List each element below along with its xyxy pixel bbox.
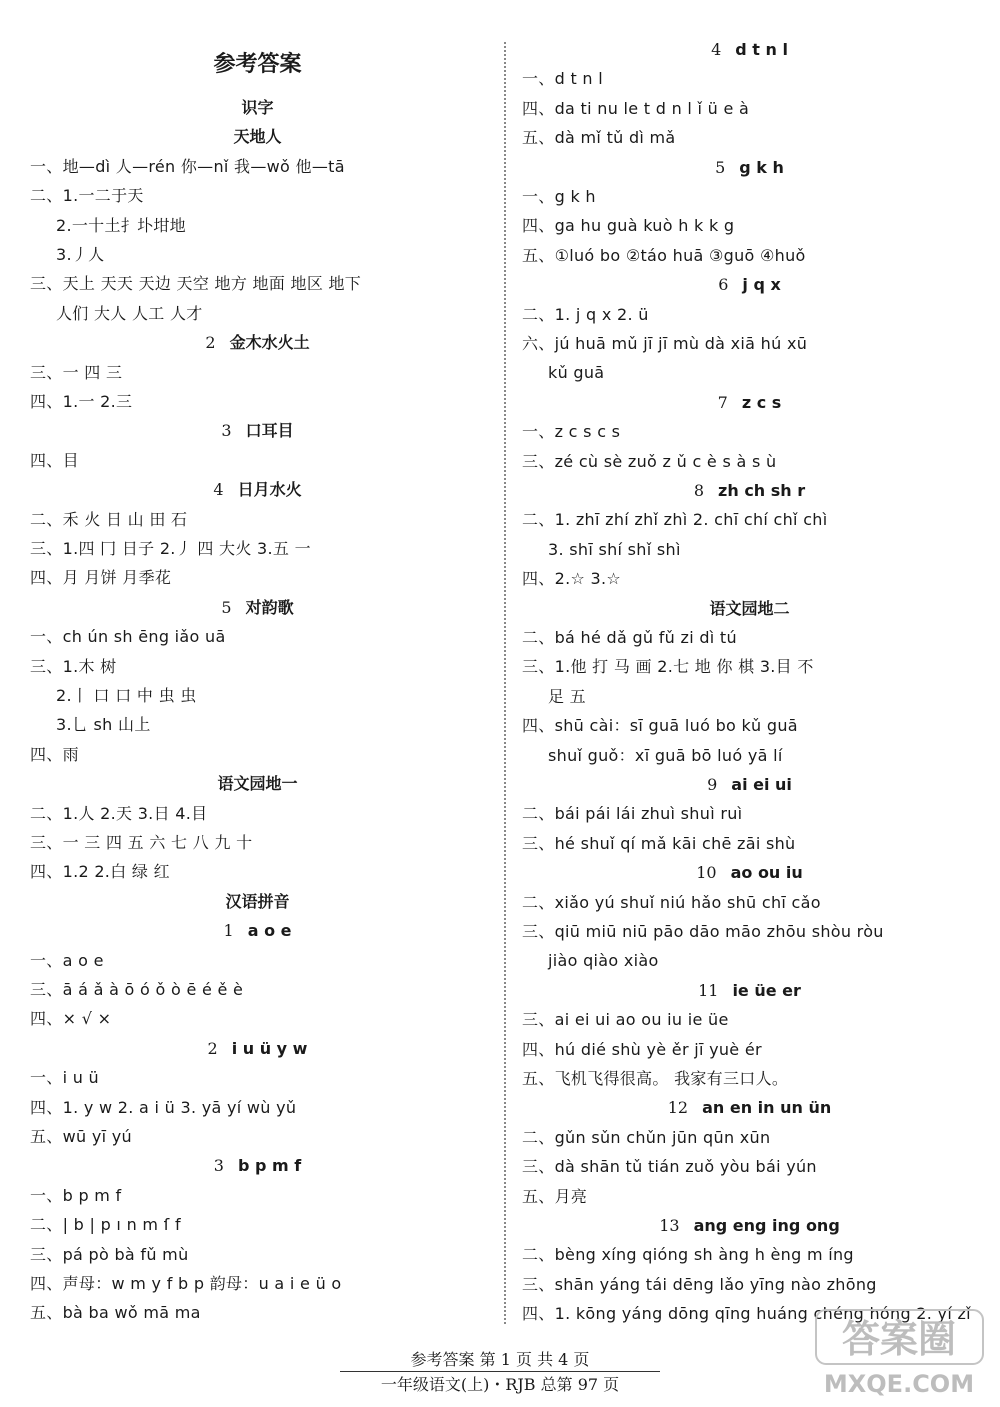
answer-line: 三、一 四 三 <box>30 362 123 382</box>
answer-line: 二、bái pái lái zhuì shuì ruì <box>522 804 743 824</box>
answer-line: 三、一 三 四 五 六 七 八 九 十 <box>30 833 253 852</box>
lesson-number: 13 <box>659 1216 680 1235</box>
answer-line: 五、月亮 <box>522 1186 588 1206</box>
lesson-number: 3 <box>213 1156 224 1176</box>
lesson-title: i u ü y w <box>231 1038 308 1058</box>
lesson-title: 语文园地二 <box>709 598 790 618</box>
answer-line: 三、shān yáng tái dēng lǎo yīng nào zhōng <box>522 1274 877 1294</box>
answer-line: 二、| b | p ı n m ſ f <box>30 1215 181 1235</box>
lesson-title: z c s <box>741 392 782 412</box>
answer-line: 一、ch ún sh ēng iǎo uā <box>30 627 226 647</box>
lesson-title: 汉语拼音 <box>225 891 290 911</box>
answer-line: 二、bèng xíng qióng sh àng h èng m íng <box>522 1245 854 1265</box>
section-heading <box>522 981 977 1001</box>
lesson-title: 对韵歌 <box>245 597 294 617</box>
section-heading <box>30 333 485 353</box>
lesson-number: 4 <box>213 480 224 500</box>
answer-line: 二、1. j q x 2. ü <box>522 304 649 324</box>
answer-line: 二、禾 火 日 山 田 石 <box>30 509 188 529</box>
answer-line: 四、1.2 2.白 绿 红 <box>30 862 170 882</box>
lesson-title: 口耳目 <box>245 421 294 441</box>
section-heading <box>522 1098 977 1118</box>
section-heading <box>522 481 977 501</box>
answer-line: 二、gǔn sǔn chǔn jūn qūn xūn <box>522 1127 771 1147</box>
lesson-number: 1 <box>223 921 234 941</box>
answer-line: 五、bà ba wǒ mā ma <box>30 1303 201 1323</box>
answer-line: 五、wū yī yú <box>30 1127 132 1146</box>
lesson-number: 7 <box>717 392 728 412</box>
answer-line: 一、z c s c s <box>522 422 621 442</box>
lesson-title: zh ch sh r <box>718 481 806 500</box>
lesson-number: 2 <box>205 333 216 353</box>
section-heading <box>30 774 485 794</box>
section-heading <box>30 480 485 500</box>
page-title: 参考答案 <box>213 51 302 77</box>
answer-line: 3.丿人 <box>56 245 105 264</box>
section-heading <box>30 892 485 912</box>
section-heading <box>30 921 485 941</box>
section-heading <box>522 599 977 619</box>
answer-line: 三、天上 天天 天边 天空 地方 地面 地区 地下 <box>30 274 362 294</box>
lesson-number: 9 <box>707 775 718 794</box>
answer-line: 四、雨 <box>30 744 79 764</box>
answer-line: shuǐ guǒ：xī guā bō luó yā lí <box>548 745 783 765</box>
answer-line: 一、i u ü <box>30 1068 99 1088</box>
answer-line: 3.乚 sh 山上 <box>56 715 151 735</box>
answer-line: 五、dà mǐ tǔ dì mǎ <box>522 128 676 148</box>
lesson-number: 3 <box>221 421 232 441</box>
answer-line: 3. shī shí shǐ shì <box>548 539 681 559</box>
lesson-title: an en in un ün <box>702 1098 832 1118</box>
watermark-text-top: 答案圈 <box>841 1317 957 1361</box>
answer-line: 三、1.四 冂 日子 2.丿 四 大火 3.五 一 <box>30 539 311 558</box>
lesson-number: 8 <box>693 481 705 500</box>
lesson-title: 金木水火土 <box>229 333 310 353</box>
lesson-title: g k h <box>739 157 784 177</box>
lesson-title: 识字 <box>241 98 274 117</box>
answer-line: 三、1.他 打 马 画 2.七 地 你 棋 3.目 不 <box>522 657 814 677</box>
answer-line: jiào qiào xiào <box>548 951 659 971</box>
lesson-title: 日月水火 <box>237 480 302 500</box>
section-heading <box>522 158 977 178</box>
lesson-title: ao ou iu <box>730 863 803 883</box>
section-heading <box>30 1039 485 1059</box>
answer-line: 二、1.一二于天 <box>30 186 144 206</box>
section-heading <box>30 127 485 147</box>
lesson-title: j q x <box>742 275 781 295</box>
answer-line: 四、shū cài：sī guā luó bo kǔ guā <box>522 716 798 736</box>
watermark-logo <box>812 1304 987 1402</box>
section-heading <box>522 863 977 883</box>
answer-line: 六、jú huā mǔ jī jī mù dà xiā hú xū <box>522 334 808 353</box>
answer-line: 四、1.一 2.三 <box>30 392 133 411</box>
section-heading <box>30 1156 485 1176</box>
lesson-number: 5 <box>715 157 726 177</box>
lesson-number: 10 <box>696 863 717 883</box>
footer-book-info: 一年级语文(上)・RJB 总第 97 页 <box>380 1375 620 1394</box>
answer-line: 二、bá hé dǎ gǔ fǔ zi dì tú <box>522 628 737 647</box>
lesson-number: 11 <box>698 980 719 1000</box>
answer-line: 一、地—dì 人—rén 你—nǐ 我—wǒ 他—tā <box>30 156 345 176</box>
lesson-title: a o e <box>247 921 292 941</box>
answer-line: 人们 大人 人工 人才 <box>56 303 203 323</box>
lesson-title: b p m f <box>237 1156 302 1176</box>
answer-line: 2.一十土扌圤坩地 <box>56 215 186 235</box>
footer-rule <box>340 1371 660 1372</box>
answer-line: 二、1.人 2.天 3.日 4.目 <box>30 803 208 823</box>
section-heading <box>522 393 977 413</box>
answer-line: 四、声母：w m y f b p 韵母：u a i e ü o <box>30 1274 342 1293</box>
section-heading <box>522 775 977 795</box>
lesson-title: ang eng ing ong <box>693 1216 840 1235</box>
answer-line: 五、飞机飞得很高。 我家有三口人。 <box>522 1069 789 1088</box>
lesson-title: 语文园地一 <box>217 774 298 794</box>
answer-line: 三、pá pò bà fǔ mù <box>30 1244 189 1264</box>
answer-line: 四、月 月饼 月季花 <box>30 568 172 588</box>
column-divider <box>504 42 506 1324</box>
lesson-title: 天地人 <box>233 127 282 147</box>
lesson-title: d t n l <box>735 40 788 59</box>
section-heading <box>522 1216 977 1236</box>
answer-line: 三、qiū miū niū pāo dāo māo zhōu shòu ròu <box>522 922 884 941</box>
answer-line: 三、zé cù sè zuǒ z ǔ c è s à s ù <box>522 451 777 471</box>
answer-line: 2.丨 口 口 中 虫 虫 <box>56 686 197 705</box>
answer-line: 一、g k h <box>522 187 596 206</box>
lesson-title: ie üe er <box>732 980 801 1000</box>
answer-line: 四、× √ × <box>30 1009 112 1029</box>
answer-line: 三、1.木 树 <box>30 656 117 676</box>
answer-line: 三、dà shān tǔ tián zuǒ yòu bái yún <box>522 1157 817 1177</box>
answer-line: 三、ā á ǎ à ō ó ǒ ò ē é ě è <box>30 980 244 999</box>
section-heading <box>522 275 977 295</box>
lesson-number: 4 <box>711 40 722 59</box>
answer-line: 二、1. zhī zhí zhǐ zhì 2. chī chí chǐ chì <box>522 510 828 530</box>
answer-line: 四、1. kōng yáng dōng qīng huáng chéng hóng 2. yí zǐ <box>522 1304 971 1324</box>
answer-line: 四、1. y w 2. a i ü 3. yā yí wù yǔ <box>30 1097 297 1117</box>
section-heading <box>522 40 977 60</box>
answer-line: 一、a o e <box>30 950 104 970</box>
lesson-number: 12 <box>667 1098 689 1118</box>
answer-line: 一、d t n l <box>522 69 603 89</box>
answer-line: 二、xiǎo yú shuǐ niú hǎo shū chī cǎo <box>522 892 821 912</box>
answer-line: 三、ai ei ui ao ou iu ie üe <box>522 1010 729 1030</box>
section-heading <box>30 98 485 118</box>
lesson-number: 6 <box>718 275 729 295</box>
answer-line: 四、hú dié shù yè ěr jī yuè ér <box>522 1039 762 1059</box>
answer-line: 四、da ti nu le t d n l ǐ ü e à <box>522 98 750 118</box>
footer-page-info: 参考答案 第 1 页 共 4 页 <box>410 1350 590 1369</box>
answer-line: 四、目 <box>30 450 79 470</box>
watermark-text-bottom: MXQE.COM <box>823 1370 975 1398</box>
section-heading <box>30 421 485 441</box>
answer-line: 四、ga hu guà kuò h k k g <box>522 216 735 236</box>
section-heading <box>30 598 485 618</box>
lesson-number: 5 <box>221 597 232 617</box>
answer-line: 足 五 <box>548 686 586 706</box>
answer-line: 四、2.☆ 3.☆ <box>522 569 622 589</box>
lesson-title: ai ei ui <box>731 775 792 794</box>
answer-line: 一、b p m f <box>30 1185 122 1205</box>
answer-line: kǔ guā <box>548 363 605 383</box>
answer-line: 三、hé shuǐ qí mǎ kāi chē zāi shù <box>522 833 796 853</box>
answer-line: 五、①luó bo ②táo huā ③guō ④huǒ <box>522 245 806 265</box>
lesson-number: 2 <box>207 1038 218 1058</box>
